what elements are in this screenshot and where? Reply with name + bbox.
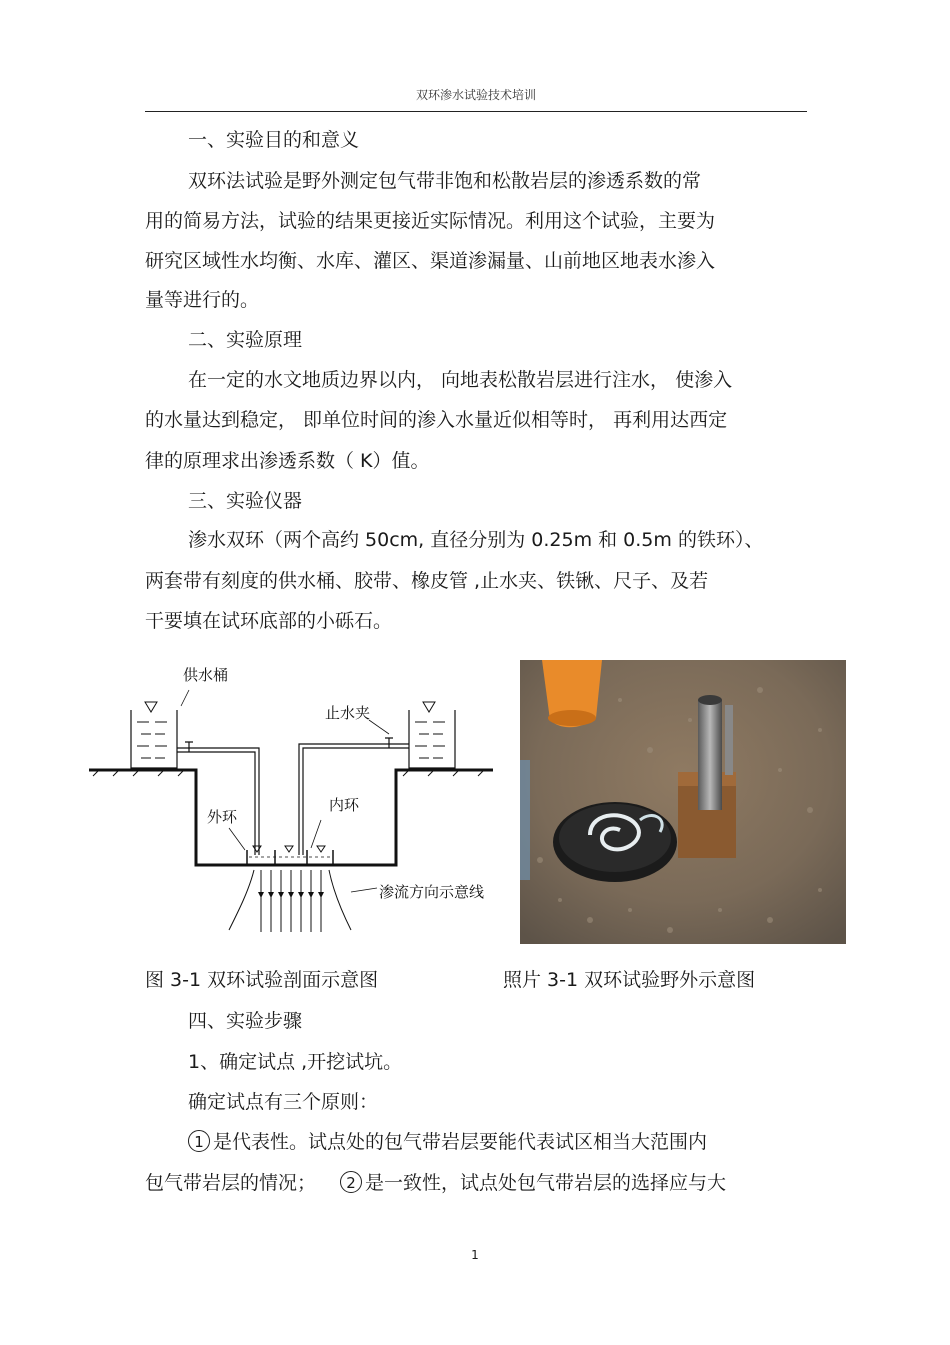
- label-flow-direction: 渗流方向示意线: [379, 883, 485, 901]
- paragraph-line: 的水量达到稳定， 即单位时间的渗入水量近似相等时， 再利用达西定: [145, 409, 728, 431]
- paragraph-line: 研究区域性水均衡、水库、灌区、渠道渗漏量、山前地区地表水渗入: [145, 250, 716, 272]
- label-outer-ring: 外环: [207, 808, 238, 826]
- paragraph-line: 在一定的水文地质边界以内， 向地表松散岩层进行注水， 使渗入: [188, 369, 733, 391]
- paragraph-line: 1 是代表性。试点处的包气带岩层要能代表试区相当大范围内: [188, 1130, 707, 1154]
- page-header: 双环渗水试验技术培训: [415, 88, 536, 102]
- paragraph-line: 律的原理求出渗透系数（ K）值。: [145, 450, 430, 472]
- double-ring-section-diagram: [89, 660, 493, 944]
- paragraph-line: 包气带岩层的情况； 2 是一致性，试点处包气带岩层的选择应与大: [145, 1172, 727, 1194]
- figure-caption-left: 图 3-1 双环试验剖面示意图: [145, 969, 379, 991]
- header-rule: [145, 111, 807, 112]
- paragraph-line: 渗水双环（两个高约 50cm, 直径分别为 0.25m 和 0.5m 的铁环）、: [188, 529, 764, 551]
- page-number: 1: [471, 1248, 479, 1262]
- paragraph-line: 用的简易方法，试验的结果更接近实际情况。利用这个试验，主要为: [145, 210, 716, 232]
- step-line: 1、确定试点 ,开挖试坑。: [188, 1051, 403, 1073]
- paragraph-line: 两套带有刻度的供水桶、胶带、橡皮管 ,止水夹、铁锹、尺子、及若: [145, 570, 709, 592]
- label-tank: 供水桶: [183, 666, 229, 684]
- label-inner-ring: 内环: [329, 796, 360, 814]
- section-heading-1: 一、实验目的和意义: [188, 129, 360, 151]
- paragraph-line: 量等进行的。: [145, 289, 260, 311]
- circled-number-2: 2: [340, 1171, 362, 1193]
- figure-caption-right: 照片 3-1 双环试验野外示意图: [503, 969, 756, 991]
- section-heading-4: 四、实验步骤: [188, 1010, 303, 1032]
- paragraph-line: 确定试点有三个原则：: [188, 1091, 379, 1113]
- section-heading-3: 三、实验仪器: [188, 490, 303, 512]
- field-photo: [520, 660, 846, 944]
- circled-number-1: 1: [188, 1130, 210, 1152]
- section-heading-2: 二、实验原理: [188, 329, 303, 351]
- label-clamp: 止水夹: [325, 704, 371, 722]
- paragraph-line: 干要填在试环底部的小砾石。: [145, 610, 393, 632]
- paragraph-line: 双环法试验是野外测定包气带非饱和松散岩层的渗透系数的常: [188, 170, 702, 192]
